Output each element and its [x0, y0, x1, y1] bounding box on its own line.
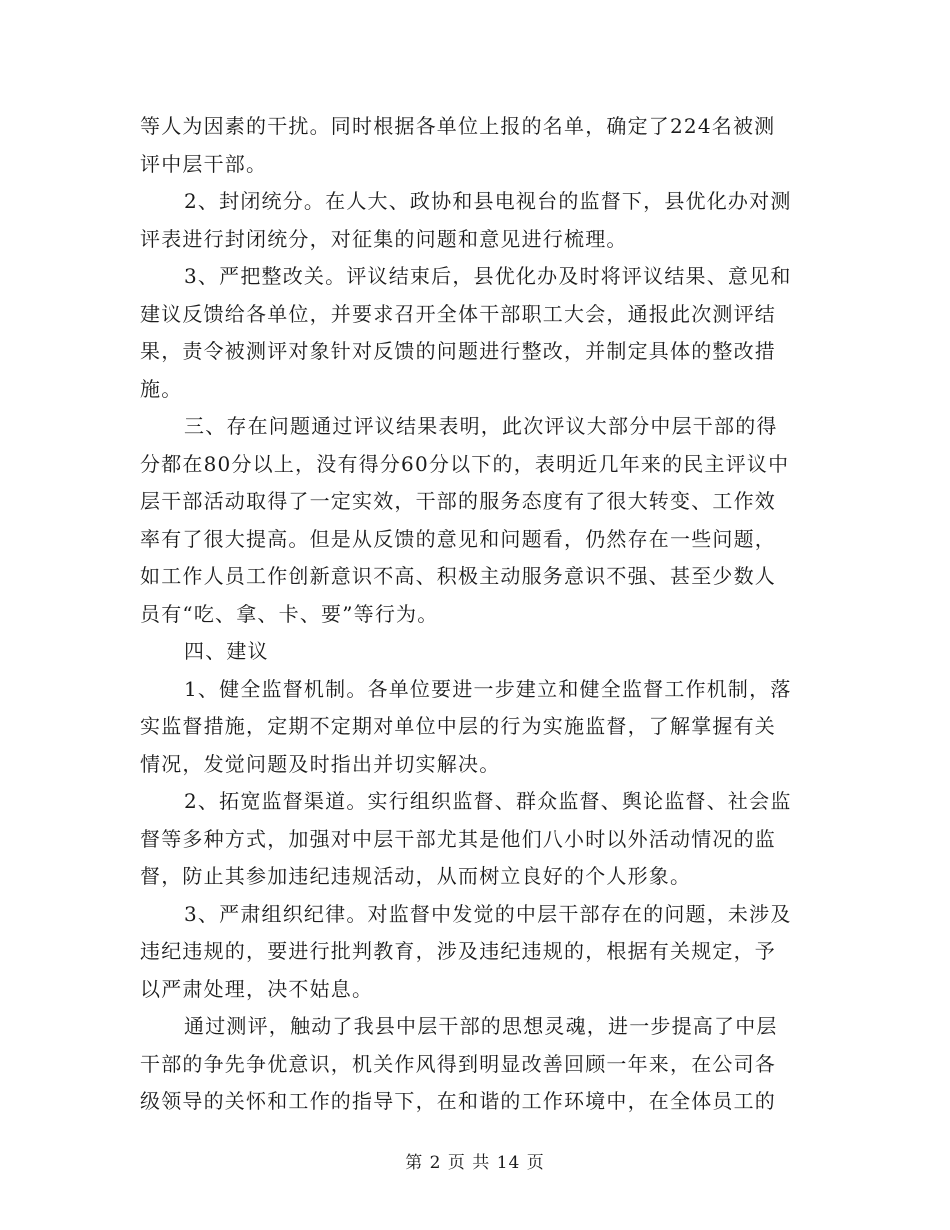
page-number-footer: 第 2 页 共 14 页 [405, 1153, 545, 1173]
text-line: 率有了很大提高。但是从反馈的意见和问题看，仍然存在一些问题， [140, 526, 776, 551]
text-line: 违纪违规的，要进行批判教育，涉及违纪违规的，根据有关规定，予 [140, 939, 776, 963]
text-line: 以严肃处理，决不姑息。 [140, 976, 374, 1001]
text-line: 1、健全监督机制。各单位要进一步建立和健全监督工作机制，落 [184, 676, 792, 701]
text-line: 情况，发觉问题及时指出并切实解决。 [140, 751, 501, 776]
document-body [140, 108, 812, 1121]
text-line: 分都在80分以上，没有得分60分以下的，表明近几年来的民主评议中 [140, 451, 790, 476]
text-line: 通过测评，触动了我县中层干部的思想灵魂，进一步提高了中层 [184, 1014, 778, 1038]
text-line: 干部的争先争优意识，机关作风得到明显改善回顾一年来，在公司各 [140, 1051, 776, 1076]
text-line: 如工作人员工作创新意识不高、积极主动服务意识不强、甚至少数人 [140, 564, 776, 588]
text-line: 2、封闭统分。在人大、政协和县电视台的监督下，县优化办对测 [184, 189, 792, 213]
text-line: 3、严肃组织纪律。对监督中发觉的中层干部存在的问题，未涉及 [184, 901, 792, 926]
text-line: 实监督措施，定期不定期对单位中层的行为实施监督，了解掌握有关 [140, 714, 776, 738]
text-line: 等人为因素的干扰。同时根据各单位上报的名单，确定了224名被测 [140, 114, 776, 138]
text-line: 评表进行封闭统分，对征集的问题和意见进行梳理。 [140, 226, 628, 251]
text-line: 督，防止其参加违纪违规活动，从而树立良好的个人形象。 [140, 864, 692, 888]
text-line: 督等多种方式，加强对中层干部尤其是他们八小时以外活动情况的监 [140, 826, 776, 851]
text-line: 员有“吃、拿、卡、要”等行为。 [140, 601, 439, 626]
text-line: 级领导的关怀和工作的指导下，在和谐的工作环境中，在全体员工的 [140, 1089, 776, 1113]
text-line: 2、拓宽监督渠道。实行组织监督、群众监督、舆论监督、社会监 [184, 789, 792, 813]
text-line: 评中层干部。 [140, 151, 268, 176]
text-line: 3、严把整改关。评议结束后，县优化办及时将评议结果、意见和 [184, 264, 792, 288]
text-line: 建议反馈给各单位，并要求召开全体干部职工大会，通报此次测评结 [140, 301, 776, 326]
text-line: 四、建议 [184, 639, 269, 663]
text-line: 果，责令被测评对象针对反馈的问题进行整改，并制定具体的整改措 [140, 339, 776, 363]
text-line: 层干部活动取得了一定实效，干部的服务态度有了很大转变、工作效 [140, 489, 776, 513]
text-line: 施。 [140, 376, 183, 401]
text-line: 三、存在问题通过评议结果表明，此次评议大部分中层干部的得 [184, 414, 778, 438]
